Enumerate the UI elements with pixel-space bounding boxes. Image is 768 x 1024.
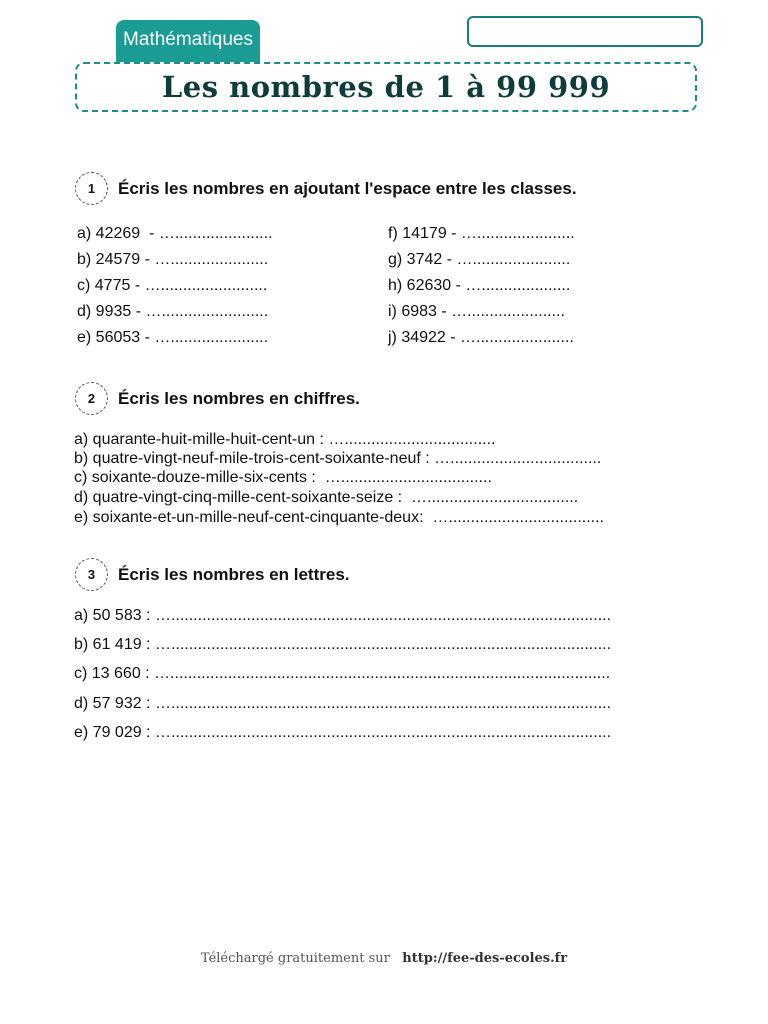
- exercise-line: e) 56053 - …......................: [77, 329, 269, 346]
- exercise-line: a) quarante-huit-mille-huit-cent-un : …..................................: [74, 431, 496, 448]
- exercise-line: d) 9935 - …........................: [77, 303, 269, 320]
- exercise-line: c) 13 660 : …...................................................................................................: [74, 665, 611, 682]
- exercise-line: c) 4775 - …........................: [77, 277, 268, 294]
- section-title: Écris les nombres en ajoutant l'espace entre les classes.: [118, 178, 577, 198]
- exercise-line: g) 3742 - …......................: [388, 251, 571, 268]
- section-number-badge: 3: [75, 558, 108, 591]
- name-field[interactable]: [467, 16, 703, 47]
- exercise-line: b) 24579 - …......................: [77, 251, 269, 268]
- exercise-line: d) 57 932 : …...................................................................................................: [74, 695, 612, 712]
- exercise-line: i) 6983 - …......................: [388, 303, 565, 320]
- subject-tab: Mathématiques: [116, 20, 260, 62]
- section-title: Écris les nombres en lettres.: [118, 564, 350, 584]
- footer: [0, 951, 768, 966]
- section-1-header: [75, 172, 577, 205]
- exercise-line: a) 50 583 : …...................................................................................................: [74, 607, 612, 624]
- title-box: [75, 62, 697, 112]
- exercise-line: e) soixante-et-un-mille-neuf-cent-cinquante-deux: …...................................: [74, 509, 604, 526]
- exercise-line: b) 61 419 : …...................................................................................................: [74, 636, 612, 653]
- section-title: Écris les nombres en chiffres.: [118, 388, 360, 408]
- section-number-badge: 1: [75, 172, 108, 205]
- exercise-line: f) 14179 - …......................: [388, 225, 575, 242]
- page-title: Les nombres de 1 à 99 999: [161, 70, 611, 104]
- exercise-line: h) 62630 - …....................: [388, 277, 571, 294]
- exercise-line: j) 34922 - …......................: [388, 329, 574, 346]
- section-2-header: [75, 382, 360, 415]
- section-3-header: [75, 558, 350, 591]
- exercise-line: d) quatre-vingt-cinq-mille-cent-soixante-seize : …..................................: [74, 489, 579, 506]
- footer-text: Téléchargé gratuitement sur: [200, 951, 390, 966]
- exercise-line: e) 79 029 : …...................................................................................................: [74, 724, 612, 741]
- section-number-badge: 2: [75, 382, 108, 415]
- exercise-line: c) soixante-douze-mille-six-cents : …..................................: [74, 469, 492, 486]
- exercise-line: a) 42269 - …......................: [77, 225, 273, 242]
- exercise-line: b) quatre-vingt-neuf-mile-trois-cent-soixante-neuf : …..................................: [74, 450, 602, 467]
- footer-link[interactable]: http://fee-des-ecoles.fr: [402, 951, 568, 966]
